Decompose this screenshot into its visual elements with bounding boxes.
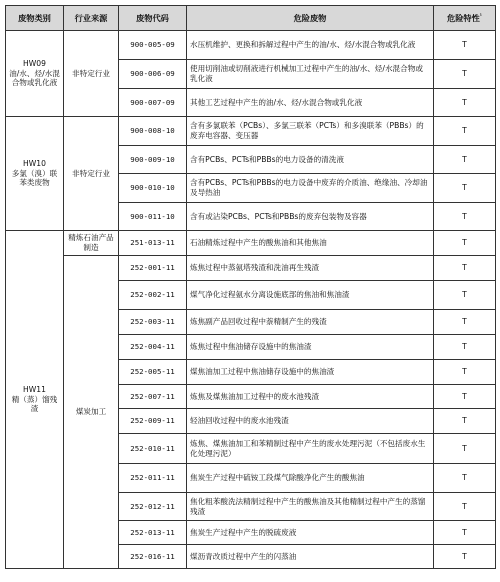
hazard-characteristic-cell: T [434,60,496,89]
hazard-characteristic-cell: T [434,203,496,231]
waste-description-cell: 含有或沾染PCBs、PCTs和PBBs的废弃包装物及容器 [187,203,434,231]
hazard-characteristic-cell: T [434,464,496,493]
table-header-row [6,6,496,31]
waste-category-cell: HW10 多氯（溴）联苯类废物 [6,117,64,231]
waste-description-cell: 焦炭生产过程中产生的脱硫废液 [187,521,434,545]
waste-description-cell: 焦化粗苯酸洗法精制过程中产生的酸焦油及其他精制过程中产生的蒸馏残渣 [187,493,434,521]
waste-description-cell: 水压机维护、更换和拆解过程中产生的油/水、烃/水混合物或乳化液 [187,31,434,60]
waste-code-cell: 252-013-11 [119,521,187,545]
waste-code-cell: 900-008-10 [119,117,187,146]
table-body [6,31,496,569]
waste-category-cell: HW11 精（蒸）馏残渣 [6,231,64,569]
header-waste: 危险废物 [187,6,434,31]
waste-description-cell: 煤气净化过程氨水分离设施底部的焦油和焦油渣 [187,281,434,310]
hazard-characteristic-cell: T [434,385,496,409]
hazard-characteristic-cell: T [434,493,496,521]
waste-code-cell: 252-016-11 [119,545,187,569]
table-row [6,231,496,256]
waste-description-cell: 石油精炼过程中产生的酸焦油和其他焦油 [187,231,434,256]
hazard-characteristic-cell: T [434,310,496,335]
waste-code-cell: 252-001-11 [119,256,187,281]
table-row [6,31,496,60]
hazard-characteristic-cell: T [434,31,496,60]
waste-code-cell: 900-007-09 [119,89,187,117]
header-hazard-label: 危险特性 [447,12,480,23]
hazard-characteristic-cell: T [434,521,496,545]
waste-code-cell: 252-012-11 [119,493,187,521]
waste-code-cell: 252-007-11 [119,385,187,409]
table-row [6,256,496,281]
waste-code-cell: 900-010-10 [119,174,187,203]
industry-source-cell: 非特定行业 [64,31,119,117]
header-code: 废物代码 [119,6,187,31]
waste-description-cell: 含有PCBs、PCTs和PBBs的电力设备的清洗液 [187,146,434,174]
waste-description-cell: 使用切削油或切削液进行机械加工过程中产生的油/水、烃/水混合物或乳化液 [187,60,434,89]
hazard-characteristic-cell: T [434,434,496,464]
waste-description-cell: 炼焦及煤焦油加工过程中的废水池残渣 [187,385,434,409]
waste-code-cell: 900-011-10 [119,203,187,231]
waste-description-cell: 炼焦过程中焦油储存设施中的焦油渣 [187,335,434,360]
table-row [6,117,496,146]
industry-source-cell: 精炼石油产品制造 [64,231,119,256]
hazard-characteristic-cell: T [434,360,496,385]
waste-description-cell: 轻油回收过程中的废水池残渣 [187,409,434,434]
waste-description-cell: 含有多氯联苯（PCBs）、多氯三联苯（PCTs）和多溴联苯（PBBs）的废弃电容器、变压器 [187,117,434,146]
hazard-characteristic-cell: T [434,146,496,174]
hazard-characteristic-cell: T [434,231,496,256]
waste-code-cell: 252-004-11 [119,335,187,360]
hazard-characteristic-cell: T [434,174,496,203]
waste-description-cell: 炼焦副产品回收过程中萘精制产生的残渣 [187,310,434,335]
hazard-characteristic-cell: T [434,545,496,569]
header-category: 废物类别 [6,6,64,31]
waste-description-cell: 炼焦、煤焦油加工和苯精制过程中产生的废水处理污泥（不包括废水生化处理污泥） [187,434,434,464]
waste-description-cell: 煤沥青改质过程中产生的闪蒸油 [187,545,434,569]
waste-category-cell: HW09 油/水、烃/水混合物或乳化液 [6,31,64,117]
waste-description-cell: 其他工艺过程中产生的油/水、烃/水混合物或乳化液 [187,89,434,117]
waste-code-cell: 252-011-11 [119,464,187,493]
industry-source-cell: 非特定行业 [64,117,119,231]
waste-description-cell: 炼焦过程中蒸氨塔残渣和洗油再生残渣 [187,256,434,281]
industry-source-cell: 煤炭加工 [64,256,119,569]
waste-code-cell: 252-010-11 [119,434,187,464]
header-hazard-note: ¹ [479,12,482,19]
hazard-characteristic-cell: T [434,117,496,146]
waste-description-cell: 焦炭生产过程中硫铵工段煤气除酸净化产生的酸焦油 [187,464,434,493]
hazard-characteristic-cell: T [434,281,496,310]
waste-code-cell: 252-002-11 [119,281,187,310]
waste-code-cell: 900-006-09 [119,60,187,89]
waste-code-cell: 252-003-11 [119,310,187,335]
hazard-characteristic-cell: T [434,89,496,117]
waste-code-cell: 900-005-09 [119,31,187,60]
hazard-characteristic-cell: T [434,335,496,360]
waste-code-cell: 252-009-11 [119,409,187,434]
waste-description-cell: 煤焦油加工过程中焦油储存设施中的焦油渣 [187,360,434,385]
header-industry: 行业来源 [64,6,119,31]
waste-code-cell: 252-005-11 [119,360,187,385]
waste-code-cell: 251-013-11 [119,231,187,256]
waste-code-cell: 900-009-10 [119,146,187,174]
hazard-characteristic-cell: T [434,409,496,434]
header-hazard [434,6,496,31]
waste-description-cell: 含有PCBs、PCTs和PBBs的电力设备中废弃的介质油、绝缘油、冷却油及导热油 [187,174,434,203]
hazardous-waste-table [5,5,496,569]
hazard-characteristic-cell: T [434,256,496,281]
